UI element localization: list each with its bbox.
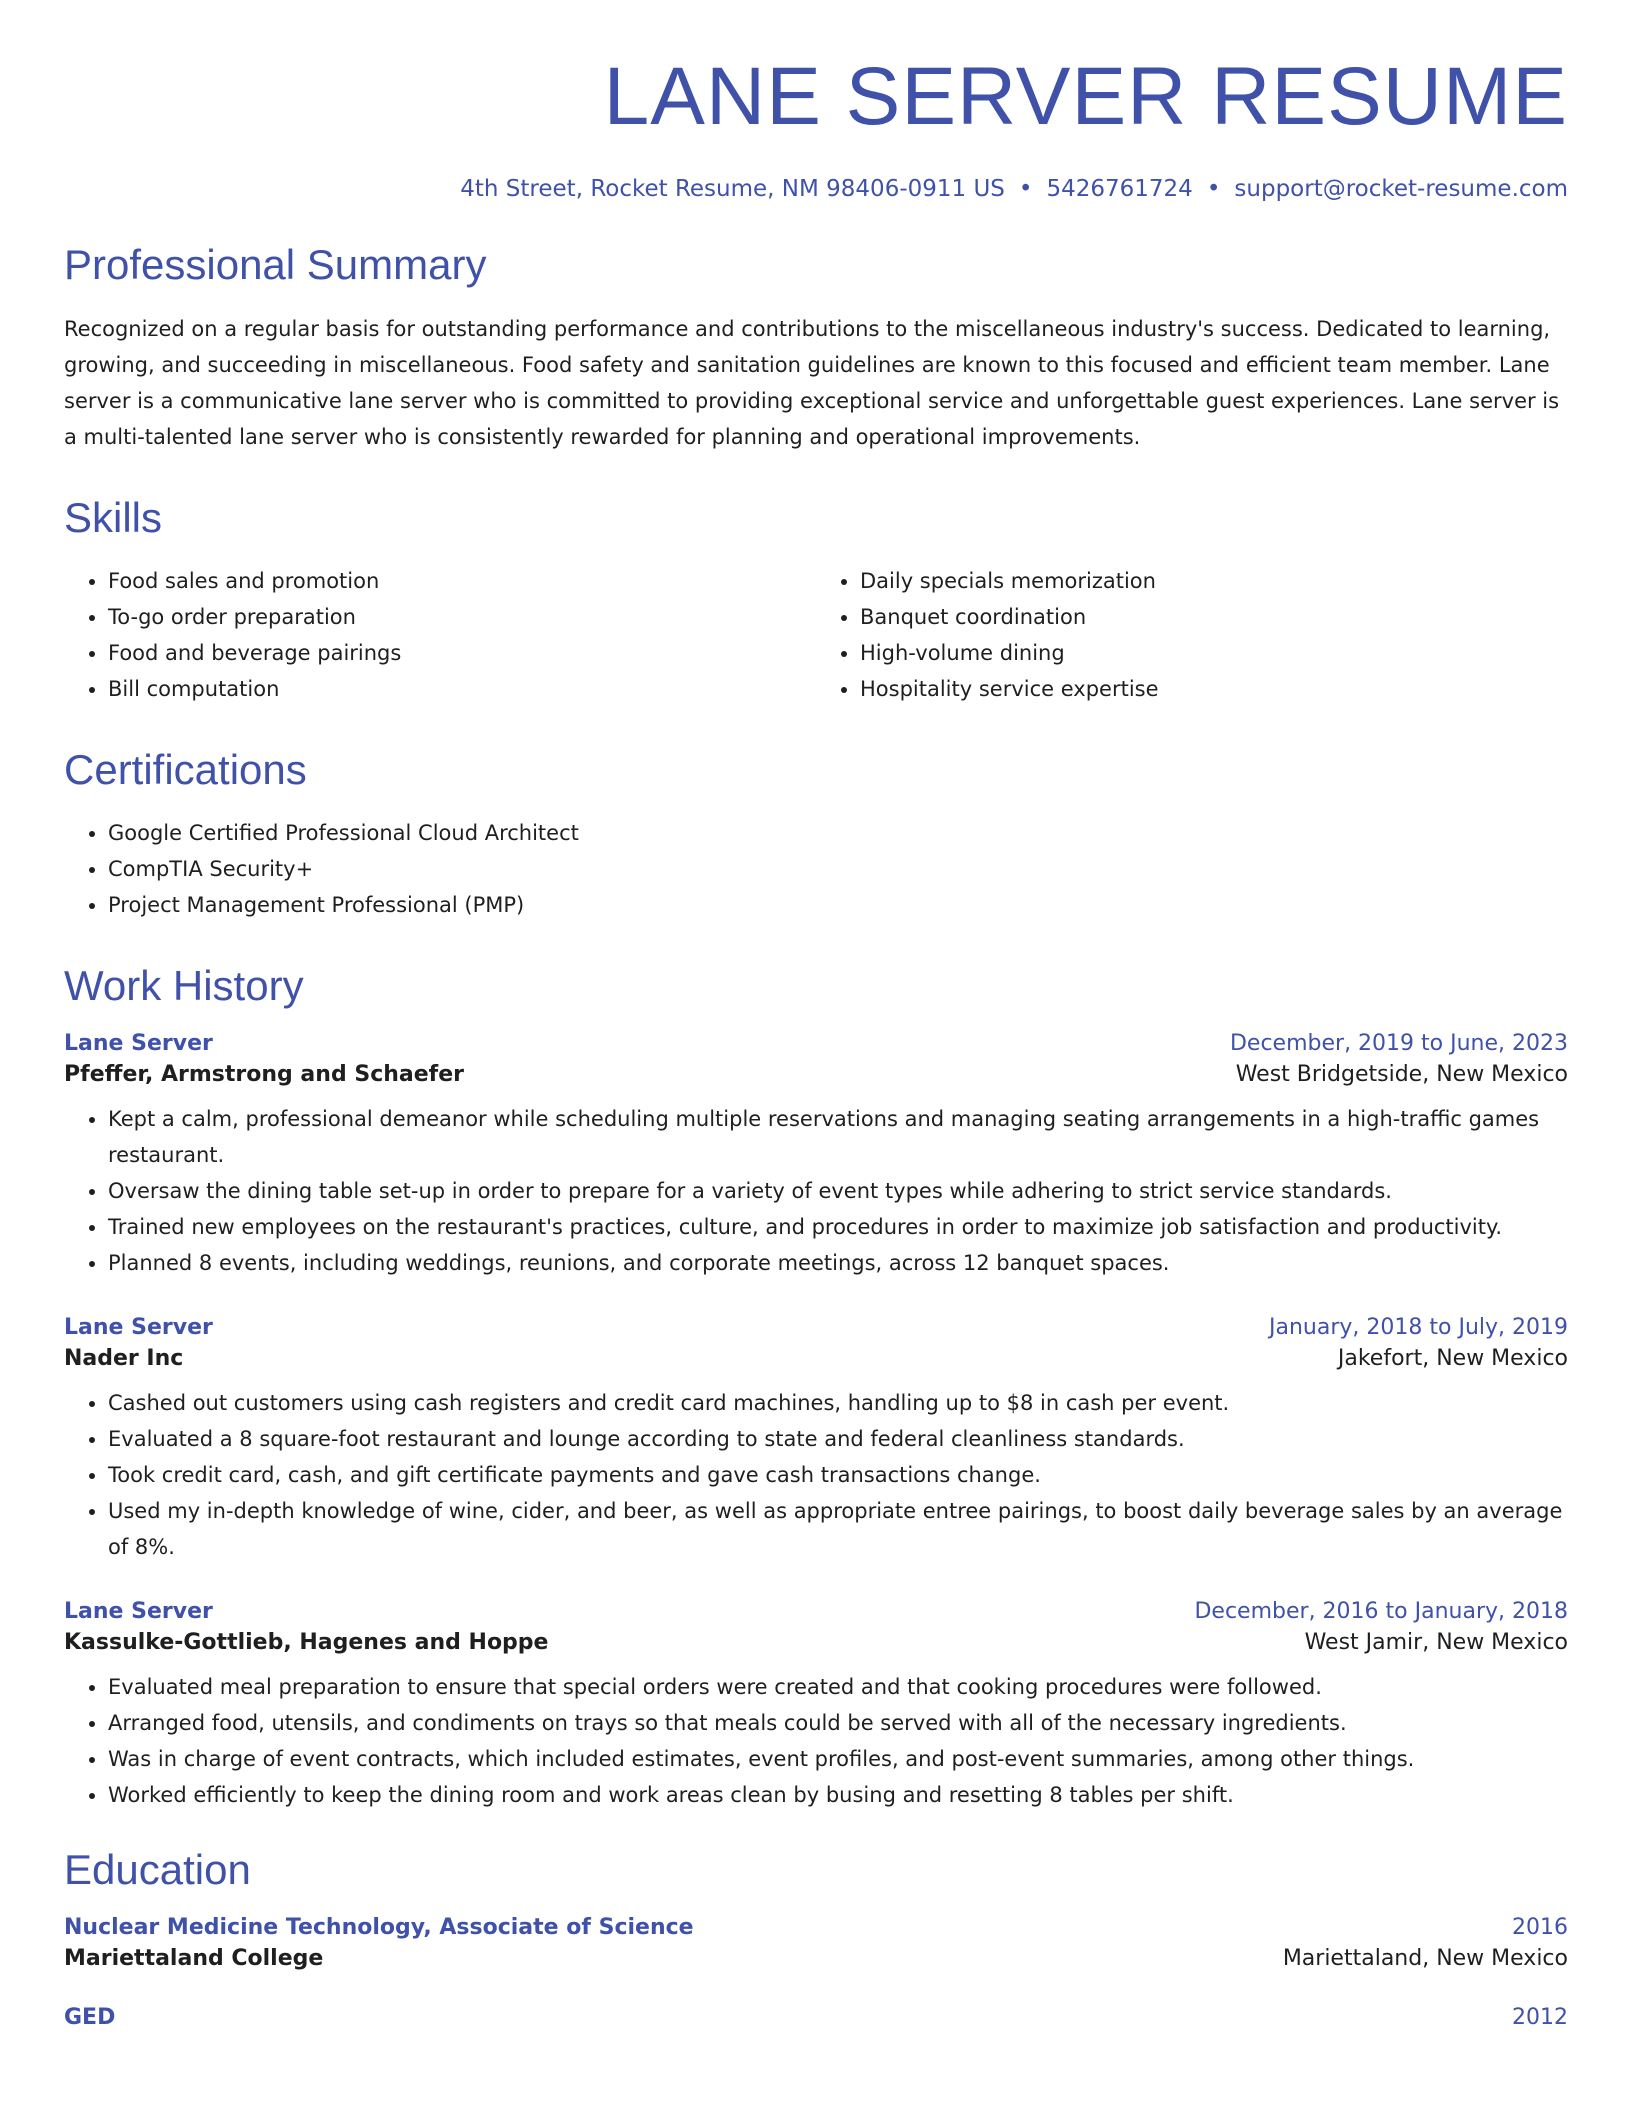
job-bullet: • Evaluated a 8 square-foot restaurant and lounge according to state and federal cleanliness standards.: [108, 1421, 1568, 1457]
job-location: West Bridgetside, New Mexico: [1235, 1062, 1568, 1088]
job-entry: [64, 1315, 1568, 1565]
education-degree: GED: [64, 2005, 116, 2031]
job-bullets: [64, 1101, 1568, 1281]
certifications-list: [64, 815, 1568, 923]
job-entry: [64, 1599, 1568, 1813]
job-title-row: [64, 1315, 1568, 1340]
section-title-summary: Professional Summary: [64, 241, 487, 289]
summary-text: Recognized on a regular basis for outstanding performance and contributions to the miscellaneous industry's success. Dedicated to learning, growing, and succeeding in miscellaneous. Food safety and sanitation guidelines are known to this focused and efficient team member. Lane server is a communicative lane server who is committed to providing exceptional service and unforgettable guest experiences. Lane server is a multi-talented lane server who is consistently rewarded for planning and operational improvements.: [64, 316, 1560, 449]
job-dates: December, 2016 to January, 2018: [1194, 1599, 1568, 1625]
contact-line: [64, 176, 1568, 202]
skill-item: • Bill computation: [108, 671, 816, 707]
job-dates: December, 2019 to June, 2023: [1229, 1031, 1568, 1057]
job-bullet: • Used my in-depth knowledge of wine, cider, and beer, as well as appropriate entree pairings, to boost daily beverage sales by an average of 8%.: [108, 1493, 1568, 1565]
skills-section: [64, 495, 1568, 707]
resume-header: [64, 48, 1568, 202]
job-bullet: • Was in charge of event contracts, which included estimates, event profiles, and post-event summaries, among other things.: [108, 1741, 1568, 1777]
job-location: West Jamir, New Mexico: [1304, 1630, 1568, 1656]
skill-item: • Daily specials memorization: [860, 563, 1568, 599]
job-company-row: [64, 1340, 1568, 1371]
job-title: Lane Server: [64, 1315, 213, 1341]
skill-item: • To-go order preparation: [108, 599, 816, 635]
skills-list-right: [816, 563, 1568, 707]
education-location: Mariettaland, New Mexico: [1282, 1946, 1568, 1972]
education-degree: Nuclear Medicine Technology, Associate of Science: [64, 1915, 694, 1941]
education-year: 2016: [1512, 1915, 1568, 1941]
education-entry: [64, 2005, 1568, 2030]
section-title-skills: Skills: [64, 493, 163, 541]
job-bullet: • Took credit card, cash, and gift certificate payments and gave cash transactions change.: [108, 1457, 1568, 1493]
certification-item: • Project Management Professional (PMP): [108, 887, 1568, 923]
work-history-section: [64, 963, 1568, 1813]
skill-item: • Food and beverage pairings: [108, 635, 816, 671]
education-section: [64, 1847, 1568, 2030]
education-entry: [64, 1915, 1568, 1971]
job-company: Nader Inc: [64, 1346, 184, 1372]
job-bullets: [64, 1385, 1568, 1565]
summary-section: [64, 242, 1568, 454]
contact-separator: •: [1018, 176, 1033, 203]
contact-separator: •: [1206, 176, 1221, 203]
job-entry: [64, 1031, 1568, 1281]
job-company-row: [64, 1624, 1568, 1655]
job-bullet: • Evaluated meal preparation to ensure that special orders were created and that cooking procedures were followed.: [108, 1669, 1568, 1705]
job-bullet: • Oversaw the dining table set-up in order to prepare for a variety of event types while adhering to strict service standards.: [108, 1173, 1568, 1209]
skill-item: • High-volume dining: [860, 635, 1568, 671]
section-title-education: Education: [64, 1846, 251, 1894]
job-company: Pfeffer, Armstrong and Schaefer: [64, 1062, 465, 1088]
certification-item: • CompTIA Security+: [108, 851, 1568, 887]
skill-item: • Hospitality service expertise: [860, 671, 1568, 707]
certifications-section: [64, 747, 1568, 923]
job-bullet: • Kept a calm, professional demeanor while scheduling multiple reservations and managing seating arrangements in a high-traffic games restaurant.: [108, 1101, 1568, 1173]
job-bullet: • Arranged food, utensils, and condiments on trays so that meals could be served with all of the necessary ingredients.: [108, 1705, 1568, 1741]
job-bullet: • Trained new employees on the restaurant's practices, culture, and procedures in order to maximize job satisfaction and productivity.: [108, 1209, 1568, 1245]
skill-item: • Food sales and promotion: [108, 563, 816, 599]
education-degree-row: [64, 2005, 1568, 2030]
job-title-row: [64, 1031, 1568, 1056]
skill-item: • Banquet coordination: [860, 599, 1568, 635]
resume-name: LANE SERVER RESUME: [603, 51, 1568, 142]
job-dates: January, 2018 to July, 2019: [1269, 1315, 1568, 1341]
education-year: 2012: [1512, 2005, 1568, 2031]
job-company: Kassulke-Gottlieb, Hagenes and Hoppe: [64, 1630, 549, 1656]
job-title: Lane Server: [64, 1031, 213, 1057]
contact-address: 4th Street, Rocket Resume, NM 98406-0911 US: [460, 176, 1005, 203]
job-bullet: • Worked efficiently to keep the dining room and work areas clean by busing and resetting 8 tables per shift.: [108, 1777, 1568, 1813]
section-title-certifications: Certifications: [64, 745, 307, 793]
contact-email: support@rocket-resume.com: [1234, 176, 1568, 203]
job-location: Jakefort, New Mexico: [1337, 1346, 1568, 1372]
education-school-row: [64, 1940, 1568, 1971]
job-title-row: [64, 1599, 1568, 1624]
skills-grid: [64, 563, 1568, 707]
job-title: Lane Server: [64, 1599, 213, 1625]
education-school: Mariettaland College: [64, 1946, 324, 1972]
section-title-work: Work History: [64, 961, 304, 1009]
skills-list-left: [64, 563, 816, 707]
education-degree-row: [64, 1915, 1568, 1940]
contact-phone: 5426761724: [1046, 176, 1193, 203]
job-bullet: • Cashed out customers using cash registers and credit card machines, handling up to $8 in cash per event.: [108, 1385, 1568, 1421]
job-company-row: [64, 1056, 1568, 1087]
certification-item: • Google Certified Professional Cloud Architect: [108, 815, 1568, 851]
job-bullets: [64, 1669, 1568, 1813]
job-bullet: • Planned 8 events, including weddings, reunions, and corporate meetings, across 12 banquet spaces.: [108, 1245, 1568, 1281]
